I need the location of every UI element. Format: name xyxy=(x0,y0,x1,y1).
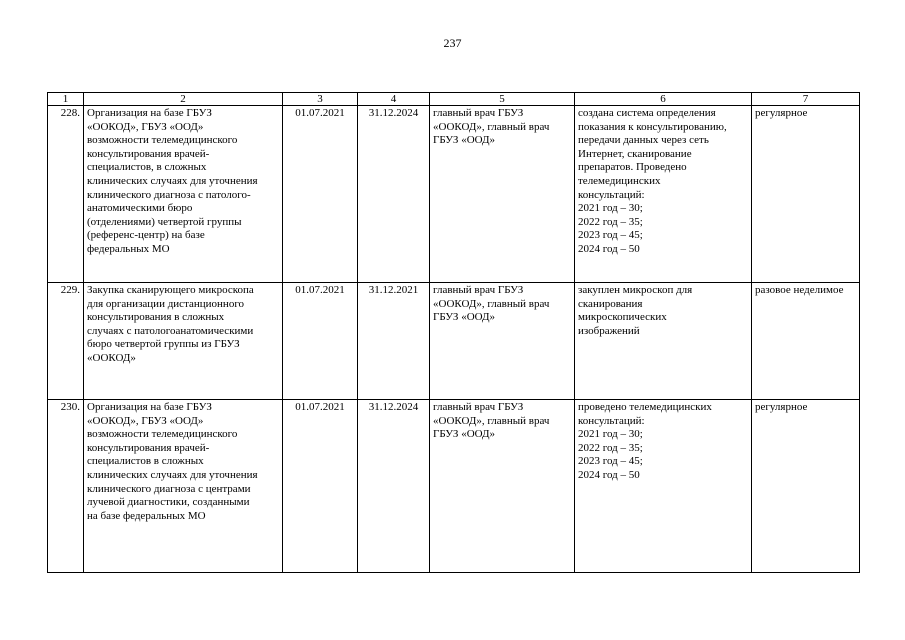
type-cell: регулярное xyxy=(752,106,860,283)
column-header-1: 1 xyxy=(48,93,84,106)
row-number: 229. xyxy=(48,283,84,400)
responsible-cell: главный врач ГБУЗ «ООКОД», главный врач ГБУЗ «ООД» xyxy=(430,400,575,573)
responsible-cell: главный врач ГБУЗ «ООКОД», главный врач ГБУЗ «ООД» xyxy=(430,106,575,283)
activities-table xyxy=(47,92,860,573)
result-cell: создана система определения показания к консультированию, передачи данных через сеть Интернет, сканирование препаратов. Проведено телемедицинских консультаций: 2021 год – 30; 2022 год – 35; 2023 год – 45; 2024 год – 50 xyxy=(575,106,752,283)
start-date-cell: 01.07.2021 xyxy=(283,400,358,573)
row-number: 228. xyxy=(48,106,84,283)
column-header-3: 3 xyxy=(283,93,358,106)
column-header-7: 7 xyxy=(752,93,860,106)
page-number: 237 xyxy=(443,36,462,50)
end-date-cell: 31.12.2024 xyxy=(358,400,430,573)
result-cell: закуплен микроскоп для сканирования микроскопических изображений xyxy=(575,283,752,400)
result-cell: проведено телемедицинских консультаций: 2021 год – 30; 2022 год – 35; 2023 год – 45; 2024 год – 50 xyxy=(575,400,752,573)
table-row xyxy=(48,106,860,283)
start-date-cell: 01.07.2021 xyxy=(283,283,358,400)
row-number: 230. xyxy=(48,400,84,573)
column-header-2: 2 xyxy=(84,93,283,106)
end-date-cell: 31.12.2024 xyxy=(358,106,430,283)
type-cell: разовое неделимое xyxy=(752,283,860,400)
activity-cell: Организация на базе ГБУЗ «ООКОД», ГБУЗ «ООД» возможности телемедицинского консультирования врачей- специалистов в сложных клинических случаях для уточнения клинического диагноза с центрами лучевой диагностики, созданными на базе федеральных МО xyxy=(84,400,283,573)
column-header-6: 6 xyxy=(575,93,752,106)
table-row xyxy=(48,283,860,400)
header-row xyxy=(48,93,860,106)
end-date-cell: 31.12.2021 xyxy=(358,283,430,400)
responsible-cell: главный врач ГБУЗ «ООКОД», главный врач ГБУЗ «ООД» xyxy=(430,283,575,400)
activity-cell: Закупка сканирующего микроскопа для организации дистанционного консультирования в сложных случаях с патологоанатомическими бюро четвертой группы из ГБУЗ «ООКОД» xyxy=(84,283,283,400)
type-cell: регулярное xyxy=(752,400,860,573)
activity-cell: Организация на базе ГБУЗ «ООКОД», ГБУЗ «ООД» возможности телемедицинского консультирования врачей- специалистов, в сложных клинических случаях для уточнения клинического диагноза с патолого- анатомическими бюро (отделениями) четвертой группы (референс-центр) на базе федеральных МО xyxy=(84,106,283,283)
start-date-cell: 01.07.2021 xyxy=(283,106,358,283)
column-header-5: 5 xyxy=(430,93,575,106)
column-header-4: 4 xyxy=(358,93,430,106)
table-row xyxy=(48,400,860,573)
